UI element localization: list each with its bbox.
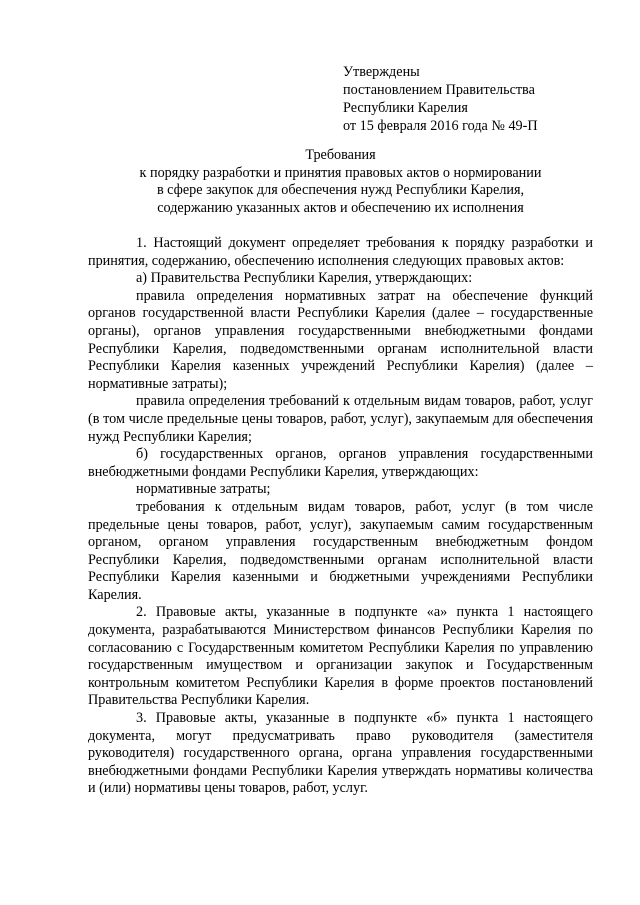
title-line-2: к порядку разработки и принятия правовых актов о нормировании [139, 164, 542, 181]
approval-line-3: Республики Карелия [343, 100, 468, 116]
approval-block [343, 63, 623, 135]
paragraph-1: 1. Настоящий документ определяет требования к порядку разработки и принятия, содержанию, обеспечению исполнения следующих правовых актов: [88, 235, 593, 269]
paragraph-1a-item-1: правила определения нормативных затрат на обеспечение функций органов государственной власти Республики Карелия (далее – государственные органы), органов управления государственными внебюджетными фондами Республики Карелия, подведомственными органам исполнительной власти Республики Карелия казенных учреждений Республики Карелия) (далее – нормативные затраты); [88, 287, 593, 392]
paragraph-2: 2. Правовые акты, указанные в подпункте «а» пункта 1 настоящего документа, разрабатываются Министерством финансов Республики Карелия по согласованию с Государственным комитетом Республики Карелия по управлению государственным имуществом и организации закупок и Государственным контрольным комитетом Республики Карелия в форме проектов постановлений Правительства Республики Карелия. [88, 604, 593, 709]
paragraph-1b-item-2: требования к отдельным видам товаров, работ, услуг (в том числе предельные цены товаров, работ, услуг), закупаемым самим государственным органом, органом управления государственным внебюджетным фондом Республики Карелия, подведомственными органам исполнительной власти Республики Карелия казенными и бюджетными учреждениями Республики Карелия. [88, 498, 593, 603]
title-line-1: Требования [305, 147, 376, 163]
paragraph-3: 3. Правовые акты, указанные в подпункте «б» пункта 1 настоящего документа, могут предусматривать право руководителя (заместителя руководителя) государственного органа, органа управления государственными внебюджетными фондами Республики Карелия утверждать нормативы количества и (или) нормативы цены товаров, работ, услуг. [88, 710, 593, 797]
title-line-4: содержанию указанных актов и обеспечению их исполнения [157, 199, 524, 216]
approval-line-4: от 15 февраля 2016 года № 49-П [343, 118, 538, 134]
approval-line-2: постановлением Правительства [343, 82, 535, 98]
approval-line-1: Утверждены [343, 64, 420, 80]
paragraph-1b: б) государственных органов, органов управления государственными внебюджетными фондами Республики Карелия, утверждающих: [88, 446, 593, 480]
document-body [88, 235, 593, 798]
title-line-3: в сфере закупок для обеспечения нужд Республики Карелия, [156, 182, 525, 198]
paragraph-1b-item-1: нормативные затраты; [136, 481, 271, 498]
paragraph-1a: а) Правительства Республики Карелия, утверждающих: [136, 270, 473, 287]
paragraph-1a-item-2: правила определения требований к отдельным видам товаров, работ, услуг (в том числе предельные цены товаров, работ, услуг), закупаемым для обеспечения нужд Республики Карелия; [88, 393, 593, 445]
document-title [88, 147, 593, 217]
